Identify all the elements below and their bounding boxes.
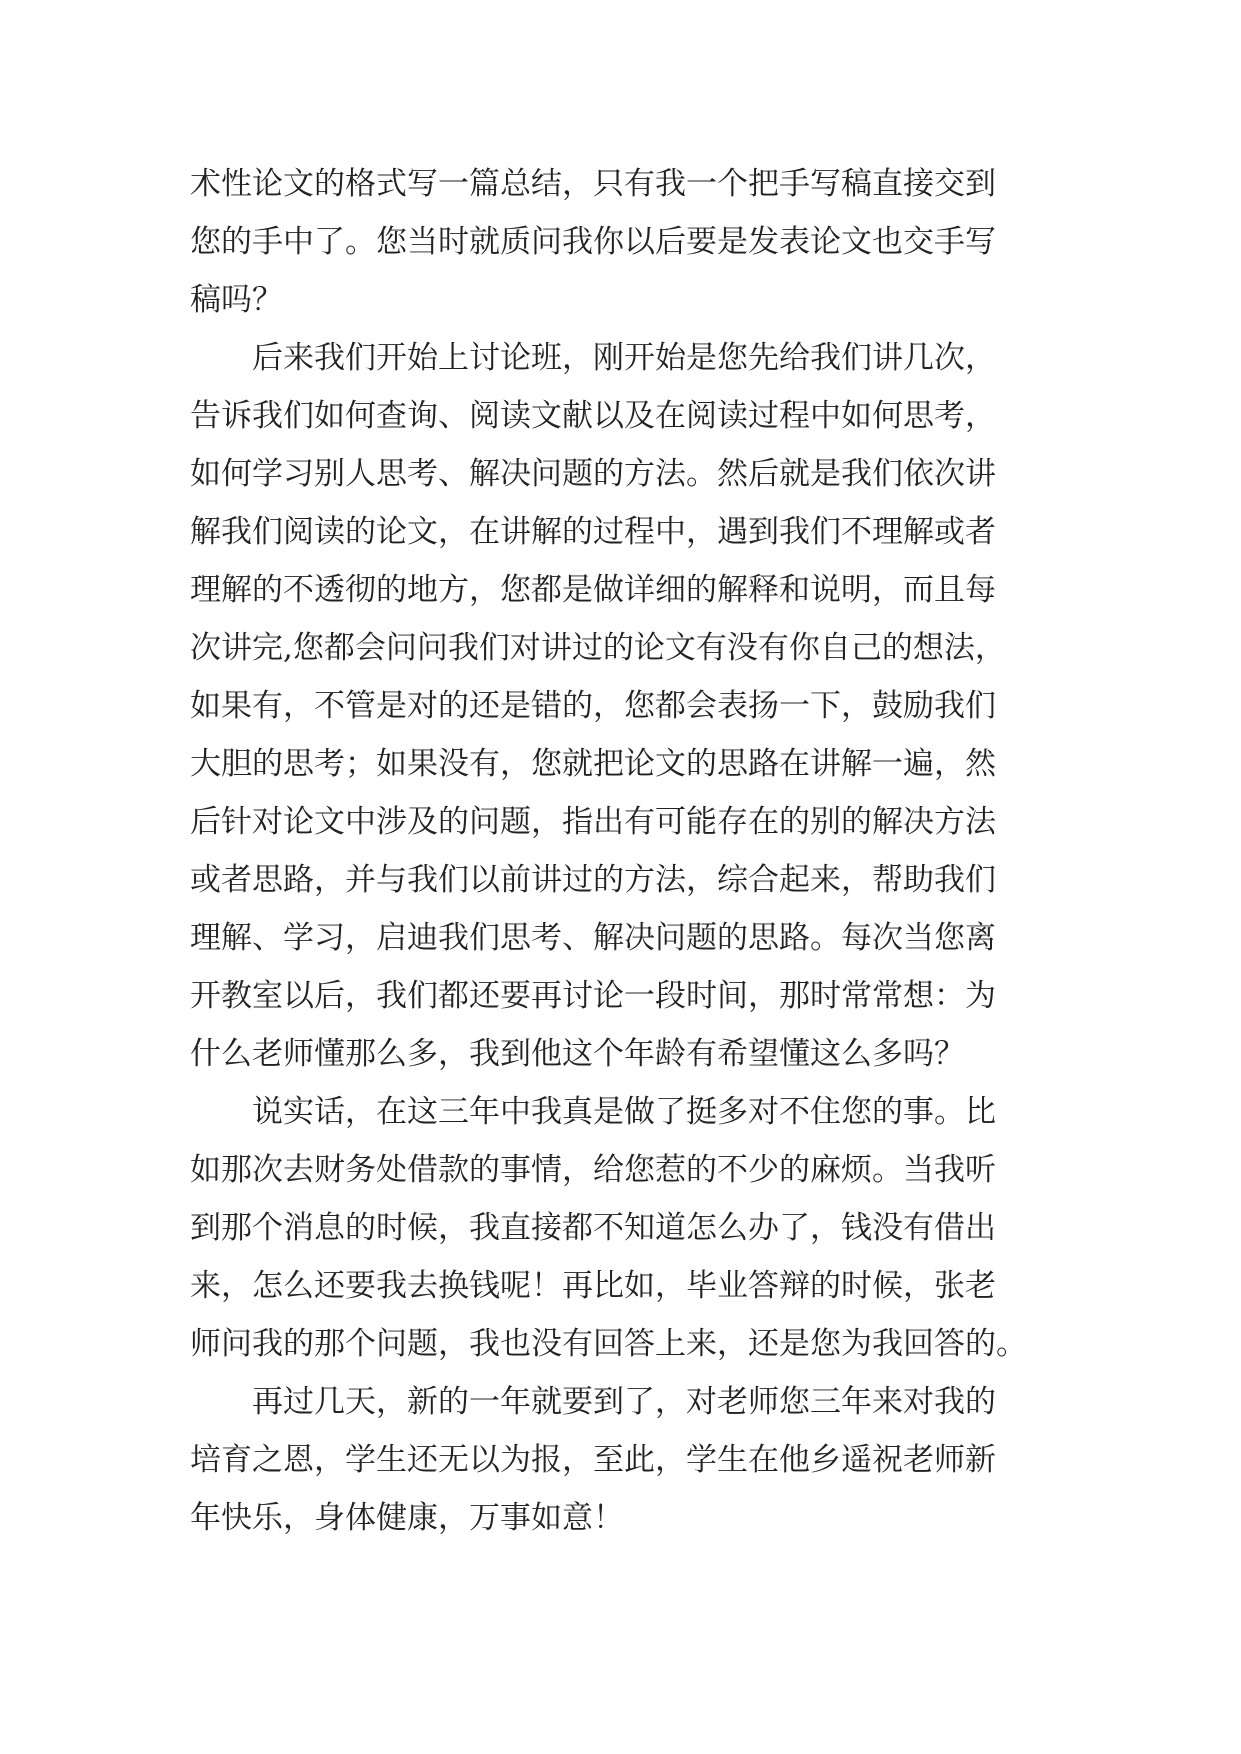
text-line: 培育之恩，学生还无以为报，至此，学生在他乡遥祝老师新 (190, 1442, 996, 1478)
text-line: 说实话，在这三年中我真是做了挺多对不住您的事。比 (190, 1094, 996, 1130)
text-line: 稿吗？ (190, 282, 283, 318)
text-line: 解我们阅读的论文，在讲解的过程中，遇到我们不理解或者 (190, 514, 996, 550)
letter-body (190, 155, 1060, 1547)
text-line: 大胆的思考；如果没有，您就把论文的思路在讲解一遍，然 (190, 746, 996, 782)
text-line: 后来我们开始上讨论班，刚开始是您先给我们讲几次， (190, 340, 996, 376)
text-line: 告诉我们如何查询、阅读文献以及在阅读过程中如何思考， (190, 398, 996, 434)
text-line: 次讲完,您都会问问我们对讲过的论文有没有你自己的想法， (190, 630, 1006, 666)
text-line: 开教室以后，我们都还要再讨论一段时间，那时常常想：为 (190, 978, 996, 1014)
paragraph-1 (190, 155, 1060, 329)
text-line: 如那次去财务处借款的事情，给您惹的不少的麻烦。当我听 (190, 1152, 996, 1188)
text-line: 师问我的那个问题，我也没有回答上来，还是您为我回答的。 (190, 1326, 1027, 1362)
text-line: 什么老师懂那么多，我到他这个年龄有希望懂这么多吗？ (190, 1036, 965, 1072)
text-line: 年快乐，身体健康，万事如意！ (190, 1500, 624, 1536)
paragraph-3 (190, 1083, 1060, 1373)
text-line: 您的手中了。您当时就质问我你以后要是发表论文也交手写 (190, 224, 996, 260)
text-line: 到那个消息的时候，我直接都不知道怎么办了，钱没有借出 (190, 1210, 996, 1246)
paragraph-4 (190, 1373, 1060, 1547)
text-line: 理解、学习，启迪我们思考、解决问题的思路。每次当您离 (190, 920, 996, 956)
paragraph-2 (190, 329, 1060, 1083)
text-line: 如果有，不管是对的还是错的，您都会表扬一下，鼓励我们 (190, 688, 996, 724)
text-line: 理解的不透彻的地方，您都是做详细的解释和说明，而且每 (190, 572, 996, 608)
text-line: 来，怎么还要我去换钱呢！再比如，毕业答辩的时候，张老 (190, 1268, 996, 1304)
text-line: 术性论文的格式写一篇总结，只有我一个把手写稿直接交到 (190, 166, 996, 202)
text-line: 再过几天，新的一年就要到了，对老师您三年来对我的 (190, 1384, 996, 1420)
text-line: 后针对论文中涉及的问题，指出有可能存在的别的解决方法 (190, 804, 996, 840)
text-line: 如何学习别人思考、解决问题的方法。然后就是我们依次讲 (190, 456, 996, 492)
text-line: 或者思路，并与我们以前讲过的方法，综合起来，帮助我们 (190, 862, 996, 898)
